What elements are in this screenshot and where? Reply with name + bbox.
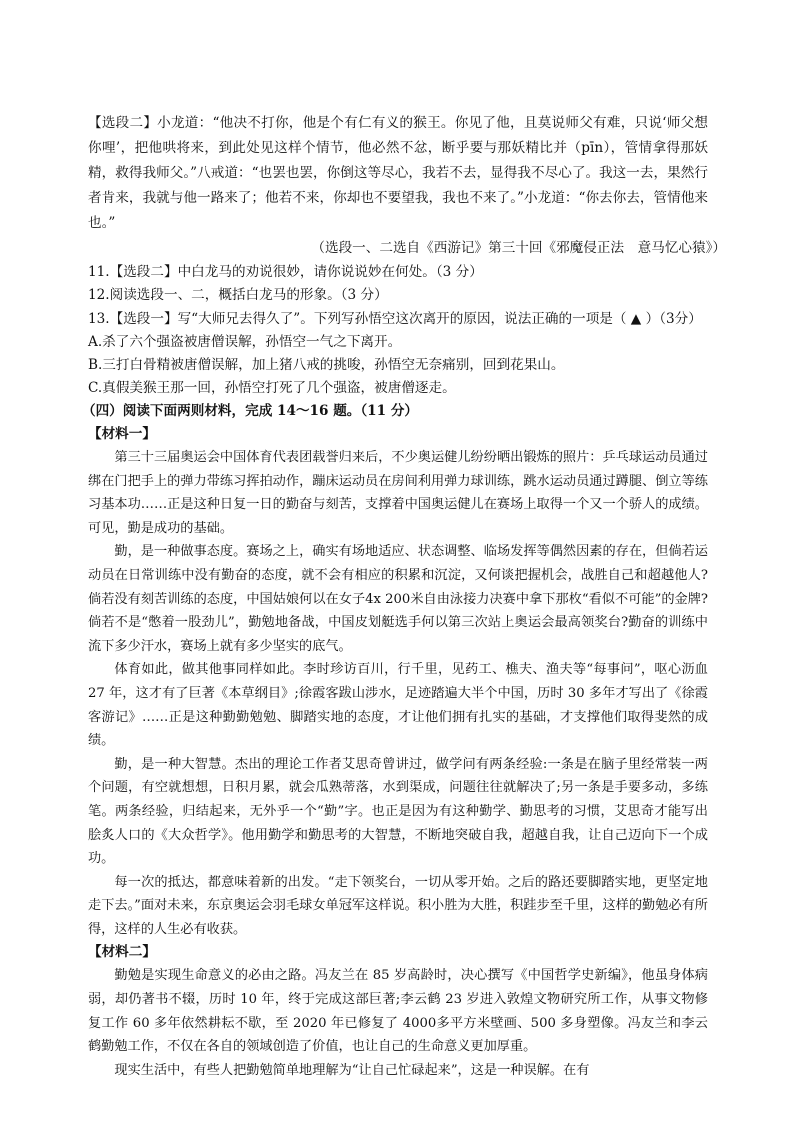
- material1-paragraph-1: 第三十三届奥运会中国体育代表团载誉归来后，不少奥运健儿纷纷晒出锻炼的照片：乒乓球运动员通过绑在门把手上的弹力带练习挥拍动作，蹦床运动员在房间利用弹力球训练，跳水运动员通过蹲腿、倒立等练习基本功……正是这种日复一日的勤奋与刻苦，支撑着中国奥运健儿在赛场上取得一个又一个骄人的成绩。可见，勤是成功的基础。: [88, 450, 708, 536]
- material1-paragraph-2: 勤，是一种做事态度。赛场之上，确实有场地适应、状态调整、临场发挥等偶然因素的存在，但倘若运动员在日常训练中没有勤奋的态度，就不会有相应的积累和沉淀，又何谈把握机会，战胜自己和超越他人?倘若没有刻苦训练的态度，中国姑娘何以在女子4x 200米自由泳接力决赛中拿下那枚“看似不可能”的金牌?倘若不是“憋着一股劲儿”，勤勉地备战，中国皮划艇选手何以第三次站上奥运会最高领奖台?勤奋的训练中流下多少汗水，赛场上就有多少坚实的底气。: [88, 544, 708, 654]
- material1-label: 【材料一】: [88, 426, 156, 442]
- material1-paragraph-3: 体育如此，做其他事同样如此。李时珍访百川，行千里，见药工、樵夫、渔夫等“每事问”，呕心沥血 27 年，这才有了巨著《本草纲目》;徐霞客跋山涉水，足迹踏遍大半个中国，历时 30 多年才写出了《徐霞客游记》……正是这种勤勤勉勉、脚踏实地的态度，才让他们拥有扎实的基础，才支撑他们取得斐然的成绩。: [88, 662, 708, 749]
- question-13: 13.【选段一】写“大师兄去得久了”。下列写孙悟空这次离开的原因，说法正确的一项是（ ▲ ）（3分）: [88, 311, 702, 327]
- material2-label: 【材料二】: [88, 944, 156, 961]
- material2-paragraph-1: 勤勉是实现生命意义的必由之路。冯友兰在 85 岁高龄时，决心撰写《中国哲学史新编》，他虽身体病弱，却仍著书不辍，历时 10 年，终于完成这部巨著;李云鹤 23 岁进入敦煌文物研究所工作，从事文物修复工作 60 多年依然耕耘不歇，至 2020 年已修复了 4000多平方米壁画、500 多身塑像。冯友兰和李云鹤勤勉工作，不仅在各自的领域创造了价值，也让自己的生命意义更加厚重。: [88, 968, 708, 1055]
- question-12: 12.阅读选段一、二，概括白龙马的形象。（3 分）: [88, 287, 388, 303]
- material1-paragraph-4: 勤，是一种大智慧。杰出的理论工作者艾思奇曾讲过，做学问有两条经验:一条是在脑子里经常装一两个问题，有空就想想，日积月累，就会瓜熟蒂落，水到渠成，问题往往就解决了;另一条是手要多动，多练笔。两条经验，归结起来，无外乎一个“勤”字。也正是因为有这种勤学、勤思考的习惯，艾思奇才能写出脍炙人口的《大众哲学》。他用勤学和勤思考的大智慧，不断地突破自我，超越自我，让自己迈向下一个成功。: [88, 756, 708, 867]
- question-11: 11.【选段二】中白龙马的劝说很妙，请你说说妙在何处。（3 分）: [88, 264, 483, 280]
- source-note: （选段一、二选自《西游记》第三十回《邪魔侵正法 意马忆心猿》）: [311, 240, 726, 256]
- material2-paragraph-2: 现实生活中，有些人把勤勉简单地理解为“让自己忙碌起来”，这是一种误解。在有: [114, 1062, 590, 1078]
- option-c: C.真假美猴王那一回，孙悟空打死了几个强盗，被唐僧逐走。: [88, 380, 456, 396]
- material1-paragraph-5: 每一次的抵达，都意味着新的出发。“走下领奖台，一切从零开始。之后的路还要脚踏实地，更坚定地走下去。”面对未来，东京奥运会羽毛球女单冠军这样说。积小胜为大胜，积跬步至千里，这样的勤勉必有所得，这样的人生必有收获。: [88, 874, 708, 937]
- part4-heading: （四）阅读下面两则材料，完成 14～16 题。（11 分）: [82, 403, 419, 419]
- section2-paragraph: 【选段二】小龙道：“他决不打你，他是个有仁有义的猴王。你见了他，且莫说师父有难，只说‘师父想你哩’，把他哄将来，到此处见这样个情节，他必然不忿，断乎要与那妖精比并（pīn），管情拿得那妖精，救得我师父。”八戒道：“也罢也罢，你倒这等尽心，我若不去，显得我不尽心了。我这一去，果然行者肯来，我就与他一路来了；他若不来，你却也不要望我，我也不来了。”小龙道：“你去你去，管情他来也。”: [88, 115, 708, 231]
- option-b: B.三打白骨精被唐僧误解，加上猪八戒的挑唆，孙悟空无奈痛别，回到花果山。: [88, 357, 565, 373]
- option-a: A.杀了六个强盗被唐僧误解，孙悟空一气之下离开。: [88, 334, 402, 350]
- exam-page: [82, 111, 726, 1082]
